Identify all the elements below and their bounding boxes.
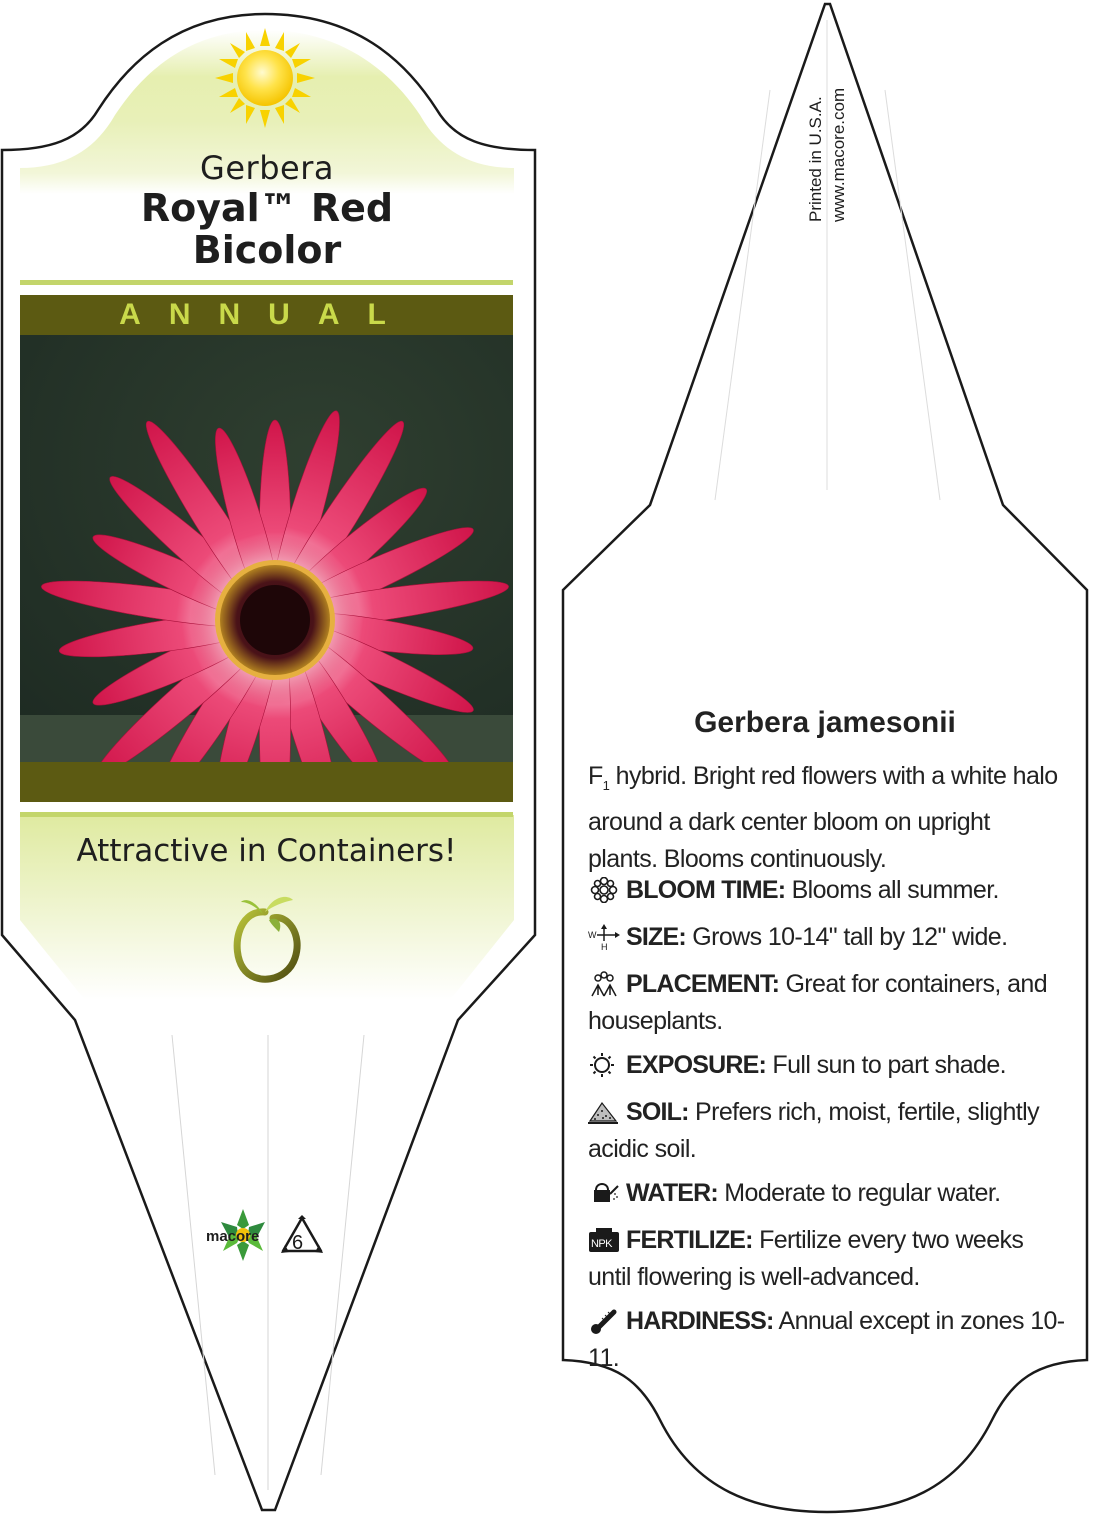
- care-text: Full sun to part shade.: [766, 1051, 1006, 1079]
- species-name: Gerbera jamesonii: [694, 706, 956, 739]
- size-icon-h: H: [601, 942, 607, 950]
- top-rule: [20, 280, 513, 285]
- care-hardiness: [588, 1303, 1068, 1377]
- care-text: Moderate to regular water.: [717, 1179, 1001, 1207]
- size-icon: [588, 924, 620, 950]
- printed-in-text: Printed in U.S.A.: [806, 96, 825, 222]
- care-text: Fertilize every two weeks until flowering is well-advanced.: [588, 1226, 1024, 1291]
- care-label: WATER:: [626, 1179, 718, 1207]
- soil-icon: [588, 1099, 620, 1125]
- sprout-logo-icon: [225, 890, 305, 985]
- photo-bottom-band: [20, 762, 513, 802]
- flower-icon: [588, 877, 620, 903]
- care-label: PLACEMENT:: [626, 970, 780, 998]
- care-bloom-time: [588, 872, 1068, 909]
- care-text: Blooms all summer.: [785, 876, 999, 904]
- macore-logo-text: macore: [206, 1228, 260, 1245]
- f1-prefix: F: [588, 762, 603, 790]
- care-placement: [588, 966, 1068, 1040]
- description: [588, 758, 1058, 878]
- f1-subscript: 1: [602, 778, 610, 793]
- care-text: Prefers rich, moist, fertile, slightly acidic soil.: [588, 1098, 1039, 1163]
- care-label: HARDINESS:: [626, 1307, 774, 1335]
- thermometer-icon: [588, 1308, 620, 1334]
- care-soil: [588, 1094, 1068, 1168]
- care-label: BLOOM TIME:: [626, 876, 786, 904]
- watering-can-icon: [588, 1180, 620, 1206]
- care-label: SOIL:: [626, 1098, 689, 1126]
- care-text: Annual except in zones 10-11.: [588, 1307, 1065, 1372]
- npk-icon: [588, 1227, 620, 1253]
- care-label: FERTILIZE:: [626, 1226, 753, 1254]
- care-text: Grows 10-14" tall by 12" wide.: [685, 923, 1008, 951]
- care-exposure: [588, 1047, 1068, 1084]
- genus-name: Gerbera: [200, 149, 334, 187]
- npk-label: NPK: [591, 1238, 612, 1250]
- bottom-rule: [20, 812, 513, 817]
- website-text: www.macore.com: [829, 87, 848, 222]
- tagline: Attractive in Containers!: [76, 833, 457, 869]
- variety-line-2: Bicolor: [192, 228, 342, 272]
- care-fertilize: [588, 1222, 1068, 1296]
- plants-icon: [588, 971, 620, 997]
- care-water: [588, 1175, 1068, 1212]
- care-label: EXPOSURE:: [626, 1051, 767, 1079]
- recycle-number: 6: [292, 1232, 304, 1254]
- size-icon-w: W: [588, 930, 596, 940]
- care-text: Great for containers, and houseplants.: [588, 970, 1047, 1035]
- sun-icon: [215, 28, 315, 128]
- care-size: [588, 919, 1068, 956]
- variety-line-1: Royal™ Red: [140, 186, 394, 230]
- annual-band: ANNUAL: [20, 295, 513, 335]
- description-text: hybrid. Bright red flowers with a white halo around a dark center bloom on upright plants. Blooms continuously.: [588, 762, 1058, 873]
- flower-photo: [20, 335, 513, 762]
- care-label: SIZE:: [626, 923, 686, 951]
- sun-outline-icon: [588, 1052, 620, 1078]
